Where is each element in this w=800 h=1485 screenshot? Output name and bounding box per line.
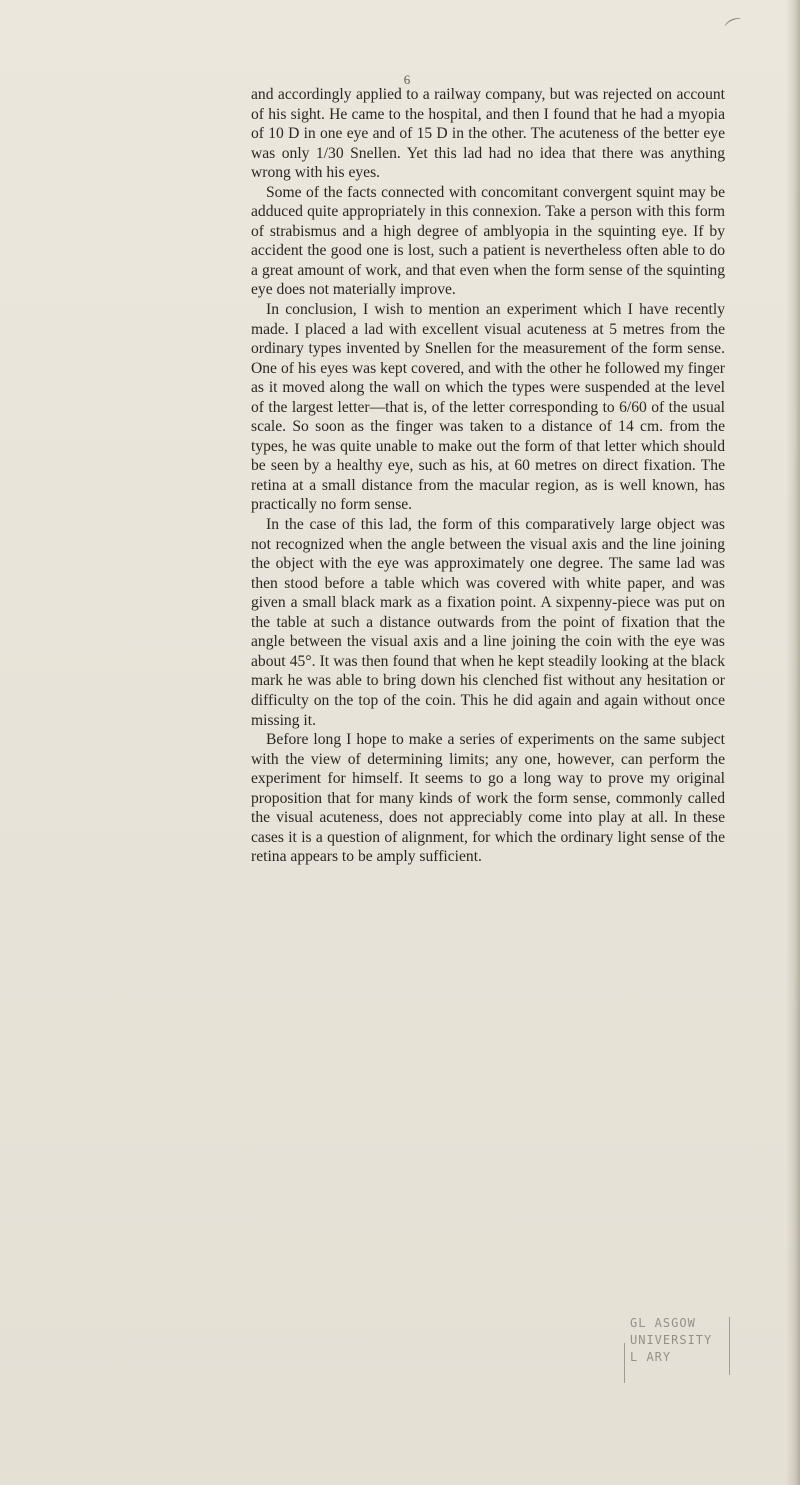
page-number: 6 [403, 72, 411, 87]
paragraph-3: In conclusion, I wish to mention an experiment which I have recently made. I placed a lad with excellent visual acuteness at 5 metres from the ordinary types invented by Snellen for the measurement of the form sense. One of his eyes was kept covered, and with the other he followed my finger as it moved along the wall on which the types were suspended at the level of the largest letter—that is, of the letter corresponding to 6/60 of the usual scale. So soon as the finger was taken to a distance of 14 cm. from the types, he was quite unable to make out the form of that letter which should be seen by a healthy eye, such as his, at 60 metres on direct fixation. The retina at a small distance from the macular region, as is well known, has practically no form sense. [251, 301, 725, 514]
stamp-border-right [729, 1317, 730, 1375]
corner-pencil-mark: ⌒ [723, 15, 748, 41]
body-text [251, 85, 725, 867]
stamp-border-left [624, 1343, 625, 1383]
paragraph-1: and accordingly applied to a railway company, but was rejected on account of his sight. He came to the hospital, and then I found that he had a myopia of 10 D in one eye and of 15 D in the other. The acuteness of the better eye was only 1/30 Snellen. Yet this lad had no idea that there was anything wrong with his eyes. [251, 86, 725, 182]
paragraph-5: Before long I hope to make a series of experiments on the same subject with the view of determining limits; any one, however, can perform the experiment for himself. It seems to go a long way to prove my original proposition that for many kinds of work the form sense, commonly called the visual acuteness, does not appreciably come into play at all. In these cases it is a question of alignment, for which the ordinary light sense of the retina appears to be amply sufficient. [251, 731, 725, 866]
page-edge-shadow [786, 0, 800, 1485]
paragraph-2: Some of the facts connected with concomitant convergent squint may be adduced quite appropriately in this connexion. Take a person with this form of strabismus and a high degree of amblyopia in the squinting eye. If by accident the good one is lost, such a patient is nevertheless often able to do a great amount of work, and that even when the form sense of the squinting eye does not materially improve. [251, 183, 725, 299]
stamp-line-3: L ARY [630, 1350, 672, 1364]
library-stamp [630, 1315, 750, 1383]
paragraph-4: In the case of this lad, the form of this comparatively large object was not recognized when the angle between the visual axis and the line joining the object with the eye was approximately one degree. The same lad was then stood before a table which was covered with white paper, and was given a small black mark as a fixation point. A sixpenny-piece was put on the table at such a distance outwards from the point of fixation that the angle between the visual axis and a line joining the coin with the eye was about 45°. It was then found that when he kept steadily looking at the black mark he was able to bring down his clenched fist without any hesitation or difficulty on the top of the coin. This he did again and again without once missing it. [251, 516, 725, 729]
stamp-line-2: UNIVERSITY [630, 1333, 713, 1347]
stamp-line-1: GL ASGOW [630, 1316, 696, 1330]
